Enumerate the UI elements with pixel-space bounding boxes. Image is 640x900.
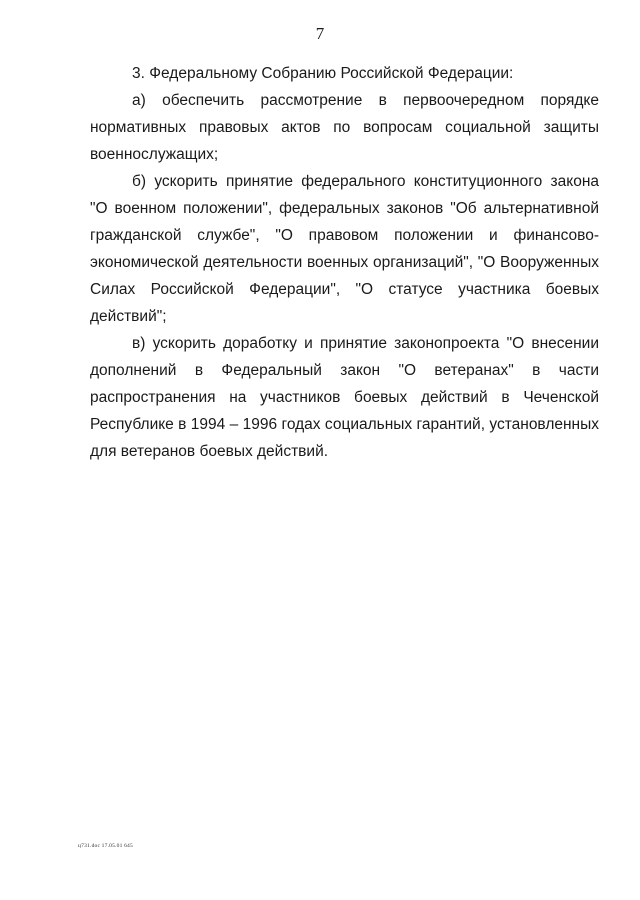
list-item-v: в) ускорить доработку и принятие законопроекта "О внесении дополнений в Федеральный закон "О ветеранах" в части распространения на участников боевых действий в Чеченской Республике в 1994 – 1996 годах социальных гарантий, установленных для ветеранов боевых действий. bbox=[90, 335, 599, 460]
section-heading: 3. Федеральному Собранию Российской Федерации: bbox=[132, 65, 514, 82]
list-item-b: б) ускорить принятие федерального конституционного закона "О военном положении", федеральных законов "Об альтернативной гражданской службе", "О правовом положении и финансово-экономической деятельности военных организаций", "О Вооруженных Силах Российской Федерации", "О статусе участника боевых действий"; bbox=[90, 173, 599, 325]
list-item-a: а) обеспечить рассмотрение в первоочередном порядке нормативных правовых актов по вопросам социальной защиты военнослужащих; bbox=[90, 92, 599, 163]
page-number: 7 bbox=[315, 24, 325, 43]
footer-file-code: ц731.doc 17.05.01 645 bbox=[78, 843, 133, 849]
document-body bbox=[90, 60, 599, 465]
